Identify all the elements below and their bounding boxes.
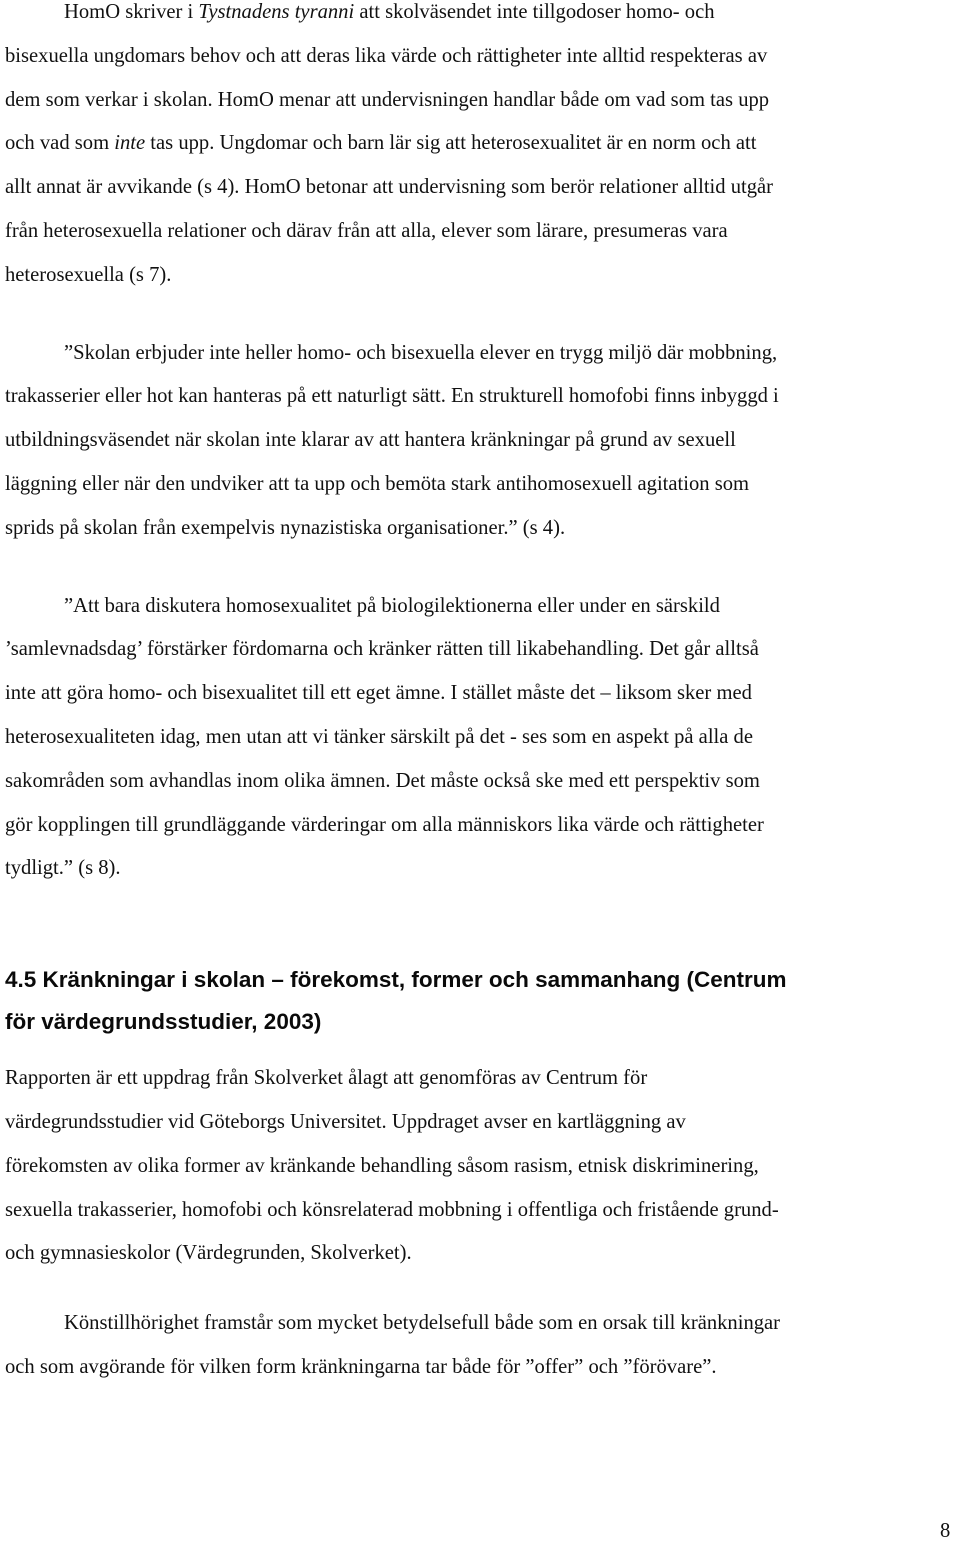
text-line: sexuella trakasserier, homofobi och könsrelaterad mobbning i offentliga och fristående grund-	[5, 1198, 779, 1221]
text-line: Könstillhörighet framstår som mycket betydelsefull både som en orsak till kränkningar	[64, 1312, 781, 1335]
text-line: värdegrundsstudier vid Göteborgs Universitet. Uppdraget avser en kartläggning av	[5, 1110, 686, 1133]
text-line: läggning eller när den undviker att ta upp och bemöta stark antihomosexuell agitation som	[5, 472, 750, 495]
heading-line: 4.5 Kränkningar i skolan – förekomst, former och sammanhang (Centrum	[5, 967, 787, 993]
text-line: sakområden som avhandlas inom olika ämnen. Det måste också ske med ett perspektiv som	[5, 769, 760, 792]
heading-gap	[5, 1043, 957, 1057]
section-heading	[5, 959, 957, 1043]
text-line: och gymnasieskolor (Värdegrunden, Skolverket).	[5, 1242, 412, 1265]
text-line: bisexuella ungdomars behov och att deras lika värde och rättigheter inte alltid respekteras av	[5, 44, 768, 67]
paragraph-quote-school-safety	[5, 332, 957, 551]
text-line: tydligt.” (s 8).	[5, 857, 121, 880]
document-page	[5, 0, 957, 1390]
text-line: ’samlevnadsdag’ förstärker fördomarna och kränker rätten till likabehandling. Det går alltså	[5, 638, 759, 661]
page-number: 8	[940, 1520, 951, 1542]
text-line: och vad som inte tas upp. Ungdomar och barn lär sig att heterosexualitet är en norm och att	[5, 132, 757, 155]
text-line: från heterosexuella relationer och därav från att alla, elever som lärare, presumeras vara	[5, 219, 728, 242]
text-line: trakasserier eller hot kan hanteras på ett naturligt sätt. En strukturell homofobi finns inbyggd i	[5, 385, 779, 408]
paragraph-gender	[5, 1302, 957, 1390]
italic-word: inte	[114, 132, 146, 155]
paragraph-report-description	[5, 1057, 957, 1276]
text-line: allt annat är avvikande (s 4). HomO betonar att undervisning som berör relationer alltid utgår	[5, 176, 774, 199]
text-line: Rapporten är ett uppdrag från Skolverket ålagt att genomföras av Centrum för	[5, 1067, 648, 1090]
text-line: ”Skolan erbjuder inte heller homo- och bisexuella elever en trygg miljö där mobbning,	[64, 341, 778, 364]
text-line: sprids på skolan från exempelvis nynazistiska organisationer.” (s 4).	[5, 516, 566, 539]
text-line: heterosexuella (s 7).	[5, 263, 172, 286]
paragraph-gap	[5, 1276, 957, 1302]
text-line: förekomsten av olika former av kränkande behandling såsom rasism, etnisk diskriminering,	[5, 1154, 759, 1177]
heading-line: för värdegrundsstudier, 2003)	[5, 1009, 322, 1035]
paragraph-gap	[5, 551, 957, 585]
paragraph-quote-teaching	[5, 585, 957, 892]
text-line: heterosexualiteten idag, men utan att vi tänker särskilt på det - ses som en aspekt på alla de	[5, 725, 753, 748]
text-line: utbildningsväsendet när skolan inte klarar av att hantera kränkningar på grund av sexuell	[5, 429, 736, 452]
text-line: HomO skriver i Tystnadens tyranni att skolväsendet inte tillgodoser homo- och	[64, 1, 715, 23]
text-line: ”Att bara diskutera homosexualitet på biologilektionerna eller under en särskild	[64, 594, 720, 617]
text-line: och som avgörande för vilken form kränkningarna tar både för ”offer” och ”förövare”.	[5, 1355, 717, 1378]
text-line: gör kopplingen till grundläggande värderingar om alla människors lika värde och rättigheter	[5, 813, 764, 836]
text-line: dem som verkar i skolan. HomO menar att undervisningen handlar både om vad som tas upp	[5, 88, 770, 111]
paragraph-homo-report	[5, 0, 957, 298]
italic-title: Tystnadens tyranni	[198, 1, 355, 23]
paragraph-gap	[5, 298, 957, 332]
text-line: inte att göra homo- och bisexualitet till ett eget ämne. I stället måste det – liksom sker med	[5, 682, 752, 705]
section-gap	[5, 891, 957, 959]
